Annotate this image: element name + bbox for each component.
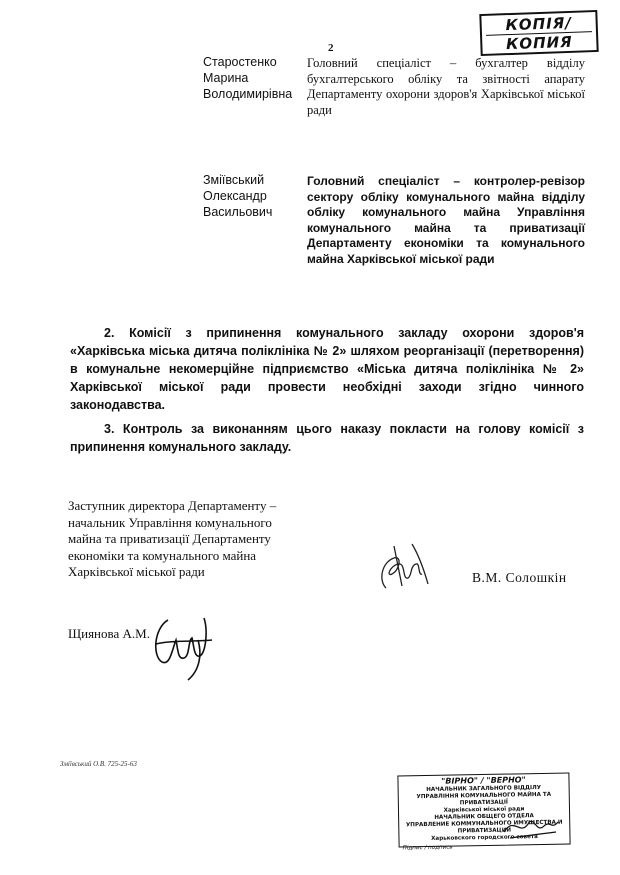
signatory-title-line: Харківської міської ради — [68, 564, 205, 579]
executor-note: Зміївський О.В. 725-25-63 — [60, 760, 137, 768]
signatory-title — [68, 498, 318, 581]
verify-stamp-line: Харьковского городского совета — [431, 834, 538, 842]
member-first-name: Марина — [203, 71, 249, 85]
signatory-title-line: економіки та комунального майна — [68, 547, 257, 563]
verify-stamp-line: НАЧАЛЬНИК ОБЩЕГО ОТДЕЛА — [434, 813, 534, 821]
member-surname: Зміївський — [203, 173, 265, 187]
copy-stamp-line1: КОПІЯ/ — [505, 13, 573, 35]
page-number: 2 — [328, 42, 334, 54]
signatory-title-line: начальник Управління комунального — [68, 514, 272, 530]
paragraph-2: 2. Комісії з припинення комунального закладу охорони здоров'я «Харківська міська дитяча поліклініка № 2» шляхом реорганізації (перетворення) в комунальне некомерційне підприємство «Міська дитяча поліклініка № 2» Харківської міської ради провести необхідні заходи згідно чинного законодавства. — [70, 326, 584, 412]
signatory-signature — [372, 540, 434, 594]
verify-stamp-sign-label: Підпис / подпись — [402, 844, 453, 852]
signatory-title-line: майна та приватизації Департаменту — [68, 531, 271, 546]
copy-stamp-line2: КОПИЯ — [486, 31, 593, 54]
signatory-name: В.М. Солошкін — [472, 570, 567, 585]
member-first-name: Олександр — [203, 189, 267, 203]
member-patronymic: Володимирівна — [203, 87, 293, 101]
member-name — [203, 172, 303, 220]
member-name — [203, 54, 303, 102]
paragraph-3: 3. Контроль за виконанням цього наказу покласти на голову комісії з припинення комунального закладу. — [70, 422, 584, 454]
member-role: Головний спеціаліст – бухгалтер відділу бухгалтерського обліку та звітності апарату Департаменту охорони здоров'я Харківської міської ради — [307, 56, 585, 117]
member-patronymic: Васильович — [203, 205, 273, 219]
approver-signature — [148, 610, 216, 682]
copy-stamp — [479, 10, 598, 56]
verify-stamp-line: НАЧАЛЬНИК ЗАГАЛЬНОГО ВІДДІЛУ — [426, 785, 542, 794]
verify-stamp-line: УПРАВЛІННЯ КОМУНАЛЬНОГО МАЙНА ТА ПРИВАТИЗАЦІЇ — [416, 791, 552, 807]
member-surname: Старостенко — [203, 55, 277, 69]
member-role: Головний спеціаліст – контролер-ревізор сектору обліку комунального майна відділу обліку комунального майна Управління комунального майна та приватизації Департаменту економіки та комунального майна Харківської міської ради — [307, 174, 585, 266]
verify-stamp-line: УПРАВЛЕНИЕ КОММУНАЛЬНОГО ИМУЩЕСТВА И ПРИВАТИЗАЦИИ — [405, 819, 563, 835]
stamp-signature — [500, 806, 562, 842]
approver-name: Щиянова А.М. — [68, 626, 150, 641]
verify-stamp-title: "ВІРНО" / "ВЕРНО" — [441, 775, 526, 786]
verify-stamp-line: Харківської міської ради — [443, 806, 525, 814]
signatory-title-line: Заступник директора Департаменту – — [68, 498, 277, 513]
